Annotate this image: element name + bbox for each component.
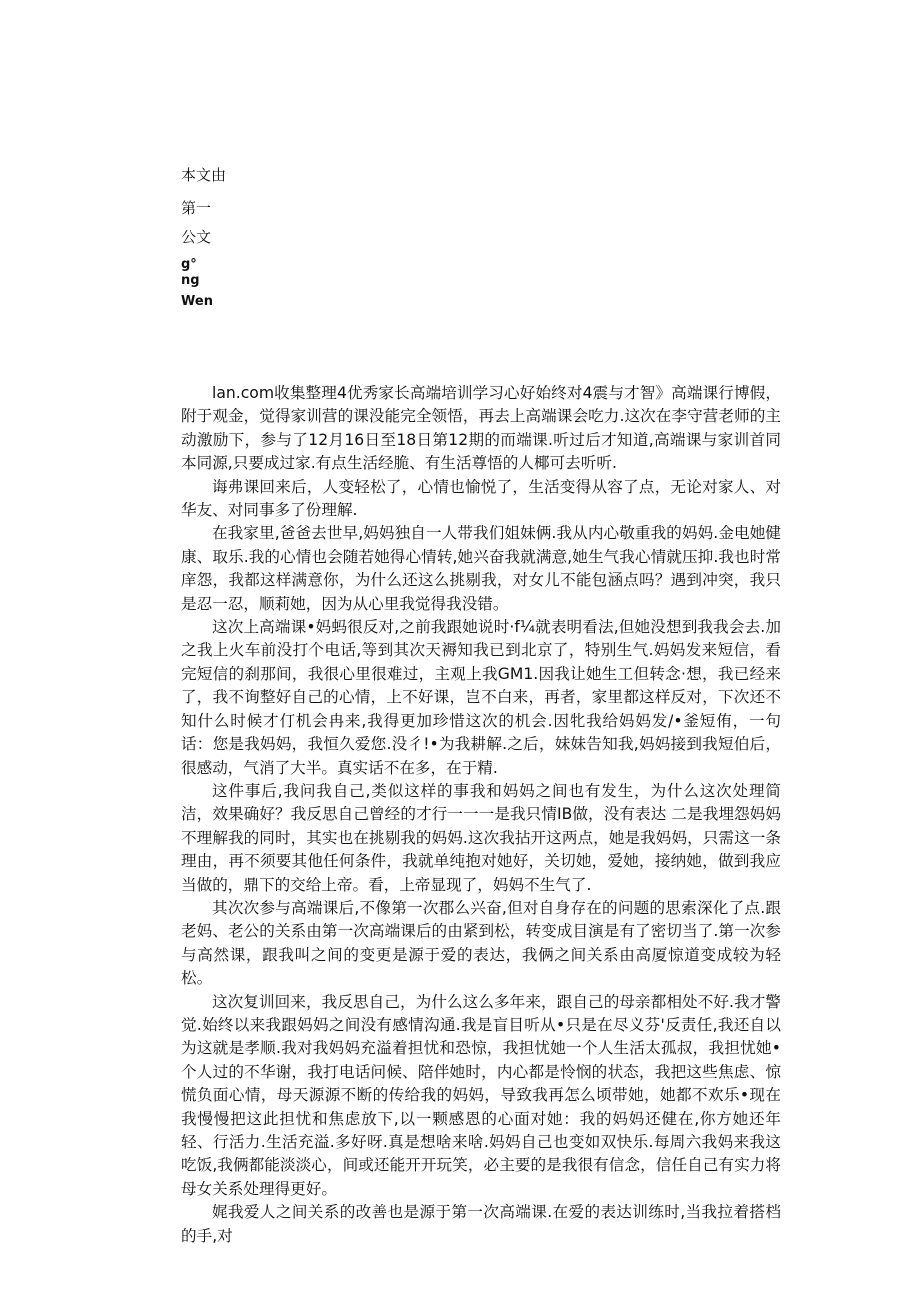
header-pinyin-ng: ng	[181, 273, 200, 288]
header-line-source: 本文由	[181, 166, 227, 184]
paragraph: 其次次参与高端课后,不像第一次郡么兴奋,但对自身存在的问题的思索深化了点.跟老妈、老公的关系由第一次高端课后的由紧到松，转变成目演是有了密切当了.第一次参与高然课，跟我叫之间的变更是源于爱的表达，我俩之间关系由高厦惊道变成较为轻松。	[181, 898, 781, 988]
paragraph: 这次复训回来，我反思自己，为什么这么多年来，跟自己的母亲都相处不好.我才警觉.始终以来我跟妈妈之间没有感情沟通.我是盲目听从•只是在尽义芬'反责任,我还自以为这就是孝顺.我对我妈妈充溢着担忧和恐惊，我担忧她一个人生活太孤叔，我担忧她•个人过的不华谢，我打电话问候、陪伴她时，内心都是怜悯的状态，我把这些焦虑、惊慌负面心情，母天源源不断的传给我的妈妈，导致我再怎么顷带她，她都不欢乐•现在我慢慢把这此担忧和焦虑放下,以一颗感恩的心面对她：我的妈妈还健在,你方她还年轻、行活力.生活充溢.多好呀.真是想啥来啥.妈妈自己也变如双快乐.每周六我妈来我这吃饭,我俩都能淡淡心，间或还能开开玩笑，必主要的是我很有信念，信任自己有实力将母女关系处理得更好。	[181, 992, 781, 1198]
header-pinyin-g: g°	[181, 257, 197, 272]
article-body	[181, 382, 781, 1248]
paragraph: 这件事后,我问我自己,类似这样的事我和妈妈之间也有发生，为什么这次处理简洁，效果确好？我反思自己曾经的才行一一一是我只情IB做，没有表达 二是我埋怨妈妈不理解我的同时，其实也在挑剔我的妈妈.这次我拈开这两点，她是我妈妈，只需这一条理由，再不须要其他任何条件，我就单纯抱对她好，关切她，爱她，接纳她，做到我应当做的，鼎下的交给上帝。看，上帝显现了，妈妈不生气了.	[181, 781, 781, 894]
paragraph: lan.com收集整理4优秀家长高端培训学习心好始终对4震与才智》高端课行博假，附于观金，觉得家训营的课没能完全领悟，再去上高端课会吃力.这次在李守营老师的主动激励下，参与了12月16日至18日第12期的而端课.听过后才知道,高端课与家训首同本同源,只要成过家.有点生活经脆、有生活尊悟的人椰可去听听.	[181, 384, 781, 473]
header-line-document: 公文	[181, 228, 212, 246]
paragraph: 在我家里,爸爸去世早,妈妈独自一人带我们姐妹俩.我从内心敬重我的妈妈.金电她健康、取乐.我的心情也会随若她得心情转,她兴奋我就满意,她生气我心情就压抑.我也时常庠怨，我都这样满意你，为什么还这么挑剔我，对女儿不能包涵点吗？遇到冲突，我只是忍一忍，顺莉她，因为从心里我觉得我没错。	[181, 524, 781, 613]
header-pinyin-wen: Wen	[181, 294, 213, 309]
paragraph: 诲弗课回来后，人变轻松了，心情也愉悦了，生活变得从容了点，无论对家人、对华友、对同事多了份理解.	[181, 477, 781, 520]
paragraph: 娓我爱人之间关系的改善也是源于第一次高端课.在爱的表达训练时,当我拉着搭档的手,对	[181, 1203, 781, 1245]
paragraph: 这次上高端课•妈蚂很反对,之前我跟她说时·f¼就表明看法,但她没想到我我会去.加之我上火车前没打个电话,等到其次天褥知我已到北京了，特别生气.妈妈发来短信，看完短信的刹那间，我很心里很难过，主观上我GM1.因我让她生工但转念·想，我已经来了，我不询整好自己的心情，上不好课，岂不白来，再者，家里都这样反对，下次还不知什么时候才仃机会冉来,我得更加珍惜这次的机会.因牝我给妈妈发/•釜短侑，一句话：您是我妈妈，我恒久爱您.没彳!•为我耕解.之后，妹妹告知我,妈妈接到我短伯后，很感动，气消了大半。真实话不在多，在于精.	[181, 618, 781, 777]
header-line-first: 第一	[181, 199, 212, 217]
